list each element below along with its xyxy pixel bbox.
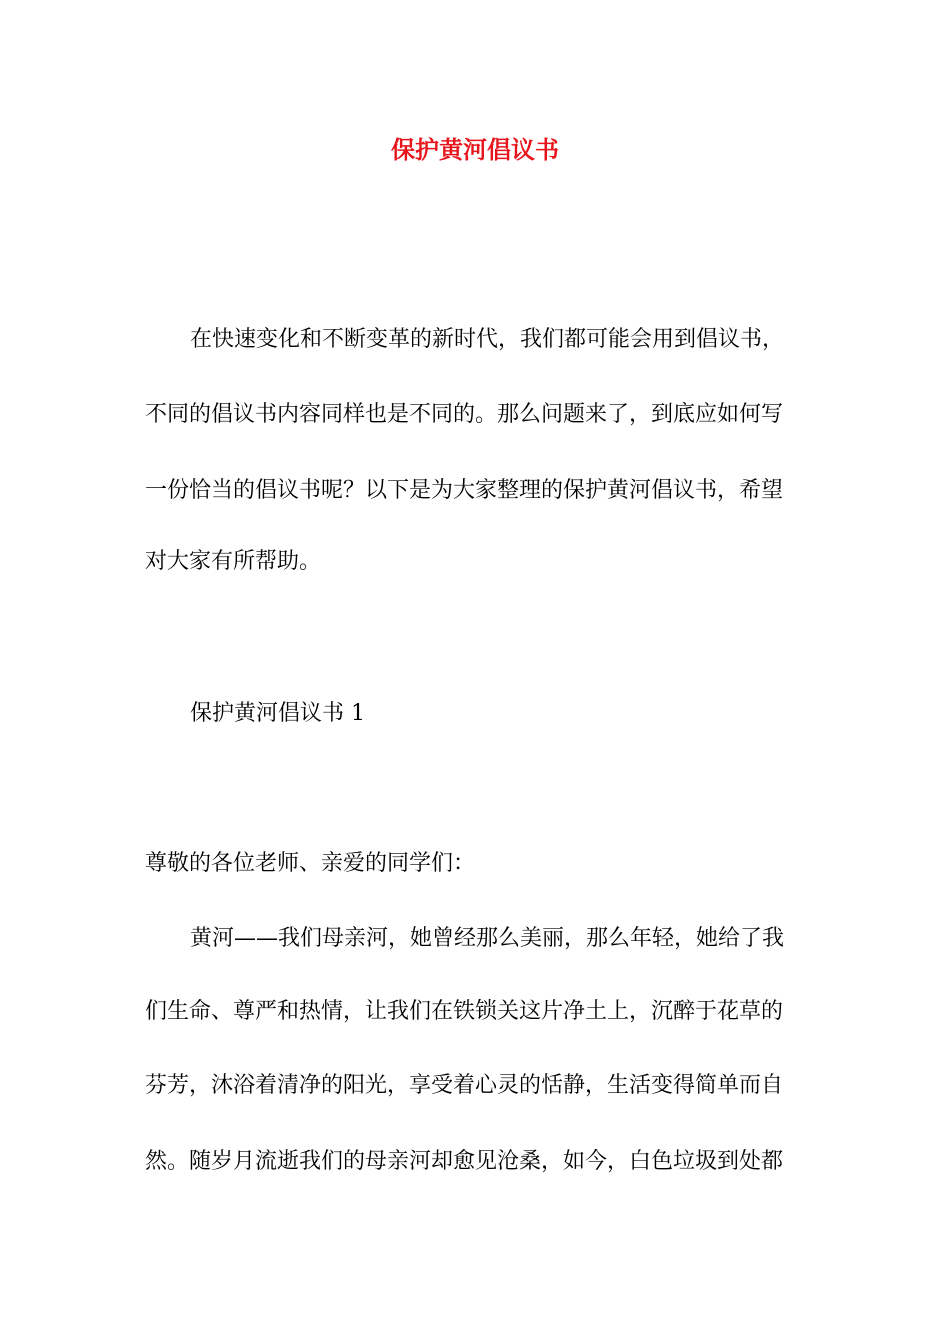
intro-line-1: 在快速变化和不断变革的新时代，我们都可能会用到倡议书，	[190, 327, 785, 352]
body-line-3: 芬芳，沐浴着清净的阳光，享受着心灵的恬静，生活变得简单而自	[145, 1073, 784, 1098]
intro-line-4: 对大家有所帮助。	[145, 549, 322, 574]
intro-line-2: 不同的倡议书内容同样也是不同的。那么问题来了，到底应如何写	[145, 402, 784, 427]
body-line-1: 黄河——我们母亲河，她曾经那么美丽，那么年轻，她给了我	[190, 926, 785, 951]
intro-line-3: 一份恰当的倡议书呢？以下是为大家整理的保护黄河倡议书，希望	[145, 478, 784, 503]
body-line-4: 然。随岁月流逝我们的母亲河却愈见沧桑，如今，白色垃圾到处都	[145, 1149, 784, 1174]
document-title: 保护黄河倡议书	[391, 135, 559, 164]
salutation: 尊敬的各位老师、亲爱的同学们：	[145, 851, 476, 876]
body-line-2: 们生命、尊严和热情，让我们在铁锁关这片净土上，沉醉于花草的	[145, 999, 784, 1024]
section-heading: 保护黄河倡议书 1	[190, 701, 365, 726]
